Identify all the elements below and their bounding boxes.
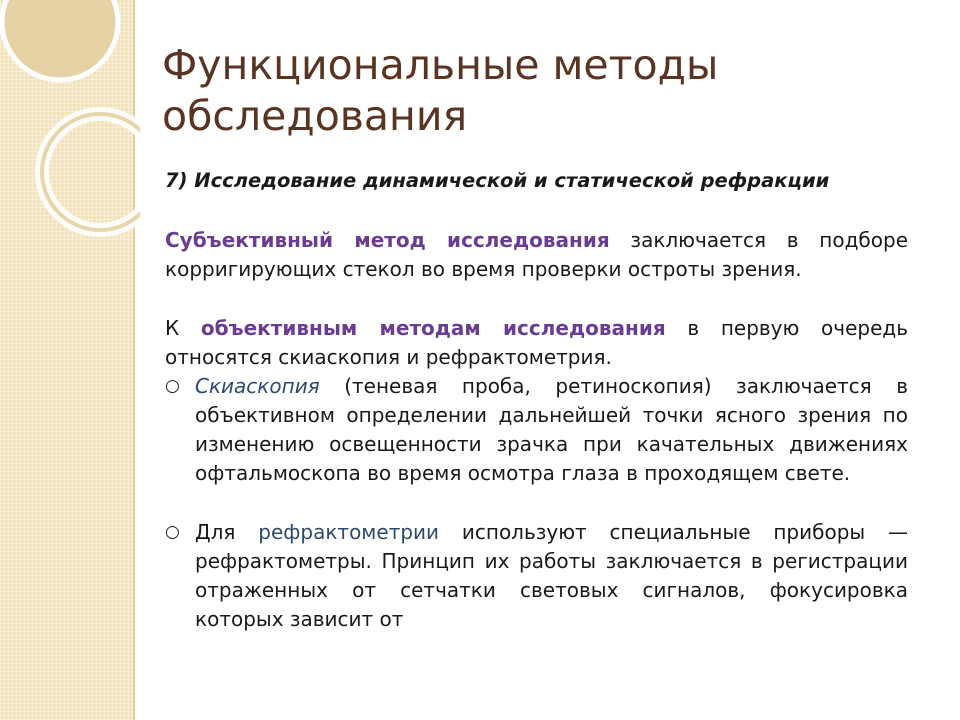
skiascopy-text: (теневая проба, ретиноскопия) заключается в объективном определении дальнейшей точки ясного зрения по изменению освещенности зрачка при качательных движениях офтальмоскопа во время осмотра глаза в проходящем свете. <box>195 374 908 485</box>
refractometry-bullet <box>165 518 908 634</box>
subjective-method-paragraph <box>165 226 908 284</box>
bullet-circle-icon: ○ <box>165 522 180 542</box>
objective-methods-term: объективным методам исследования <box>200 316 666 340</box>
skiascopy-bullet <box>165 372 908 488</box>
slide-title: Функциональные методы обследования <box>162 41 719 140</box>
refractometry-text: используют специальные приборы — рефрактометры. Принцип их работы заключается в регистрации отраженных от сетчатки световых сигналов, фокусировка которых зависит от <box>195 520 909 631</box>
section-heading: 7) Исследование динамической и статической рефракции <box>165 169 830 192</box>
refractometry-prefix: Для <box>195 520 259 544</box>
objective-methods-paragraph <box>165 314 908 372</box>
refractometry-term: рефрактометрии <box>258 520 440 544</box>
decorative-rings <box>0 0 140 260</box>
subjective-method-text: заключается в подборе корригирующих стекол во время проверки остроты зрения. <box>165 228 908 281</box>
subjective-method-term: Субъективный метод исследования <box>165 228 610 252</box>
objective-methods-text: в первую очередь относятся скиаскопия и рефрактометрия. <box>165 316 908 369</box>
slide-body <box>165 165 908 634</box>
objective-methods-prefix: К <box>165 316 201 340</box>
bullet-circle-icon: ○ <box>165 376 180 396</box>
skiascopy-term: Скиаскопия <box>195 374 320 398</box>
